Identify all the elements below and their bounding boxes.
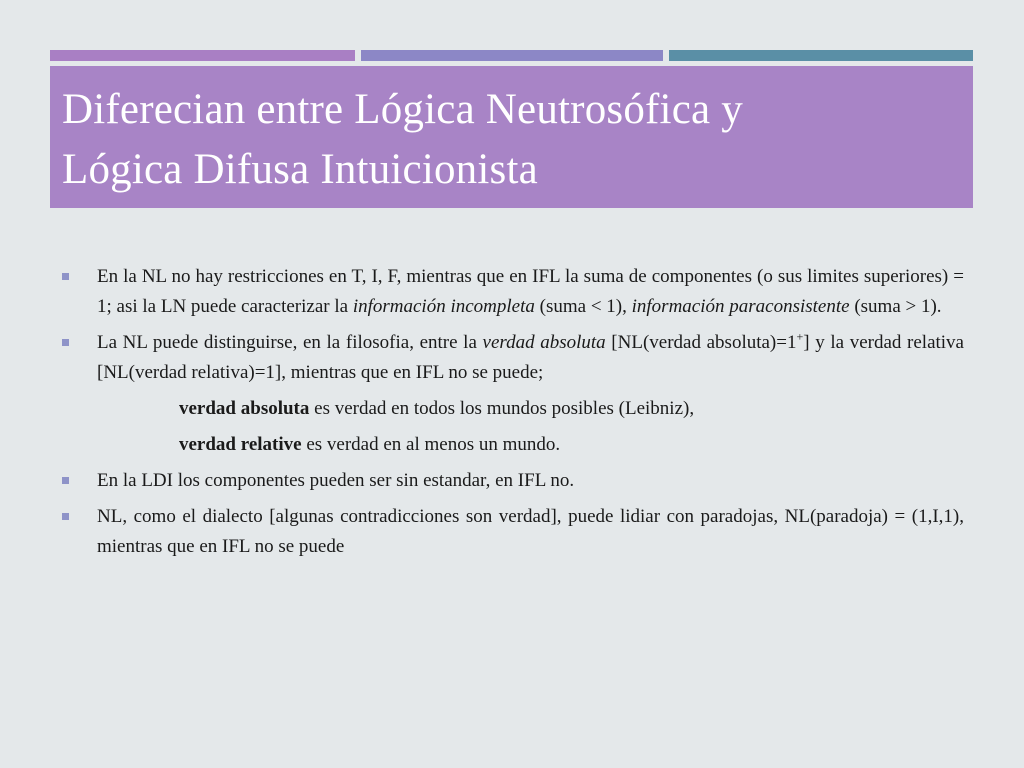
bullet-item-2 <box>62 328 964 388</box>
text-run: NL, como el dialecto [algunas contradicciones son verdad], puede lidiar con paradojas, NL(paradoja) = (1,I,1), mientras que en IFL no se puede <box>97 506 964 557</box>
text-run: (suma > 1). <box>849 296 942 317</box>
text-run: es verdad en al menos un mundo. <box>301 434 561 455</box>
slide-content <box>62 262 964 568</box>
bullet-item-3 <box>62 466 964 496</box>
text-run: es verdad en todos los mundos posibles (Leibniz), <box>309 398 695 419</box>
square-bullet-icon <box>62 339 69 346</box>
bold-term: verdad absoluta <box>179 398 310 419</box>
text-run: ] y la verdad relativa [NL(verdad relativa)=1], mientras que en IFL no se puede; <box>97 332 964 383</box>
bullet-item-4 <box>62 502 964 562</box>
italic-text: información paraconsistente <box>631 296 850 317</box>
definition-absolute <box>62 394 964 424</box>
title-band <box>50 66 973 208</box>
text-run: [NL(verdad absoluta)=1 <box>605 332 797 353</box>
square-bullet-icon <box>62 273 69 280</box>
text-run: La NL puede distinguirse, en la filosofia, entre la <box>97 332 483 353</box>
text-run: En la NL no hay restricciones en T, I, F, mientras que en IFL la suma de componentes (o sus limites superiores) = 1; asi la LN puede caracterizar la <box>97 266 964 317</box>
text-run: (suma < 1), <box>534 296 632 317</box>
superscript: + <box>796 329 804 344</box>
text-run: En la LDI los componentes pueden ser sin estandar, en IFL no. <box>97 470 575 491</box>
square-bullet-icon <box>62 477 69 484</box>
italic-text: información incompleta <box>352 296 535 317</box>
bullet-item-1 <box>62 262 964 322</box>
accent-bar-teal <box>669 50 973 61</box>
slide-title-line2: Lógica Difusa Intuicionista <box>62 146 538 193</box>
italic-text: verdad absoluta <box>482 332 606 353</box>
square-bullet-icon <box>62 513 69 520</box>
accent-bar-purple <box>50 50 355 61</box>
slide-title <box>62 80 961 200</box>
bold-term: verdad relative <box>179 434 302 455</box>
definition-relative <box>62 430 964 460</box>
accent-bar-lavender <box>361 50 663 61</box>
slide-title-line1: Diferecian entre Lógica Neutrosófica y <box>62 86 743 133</box>
